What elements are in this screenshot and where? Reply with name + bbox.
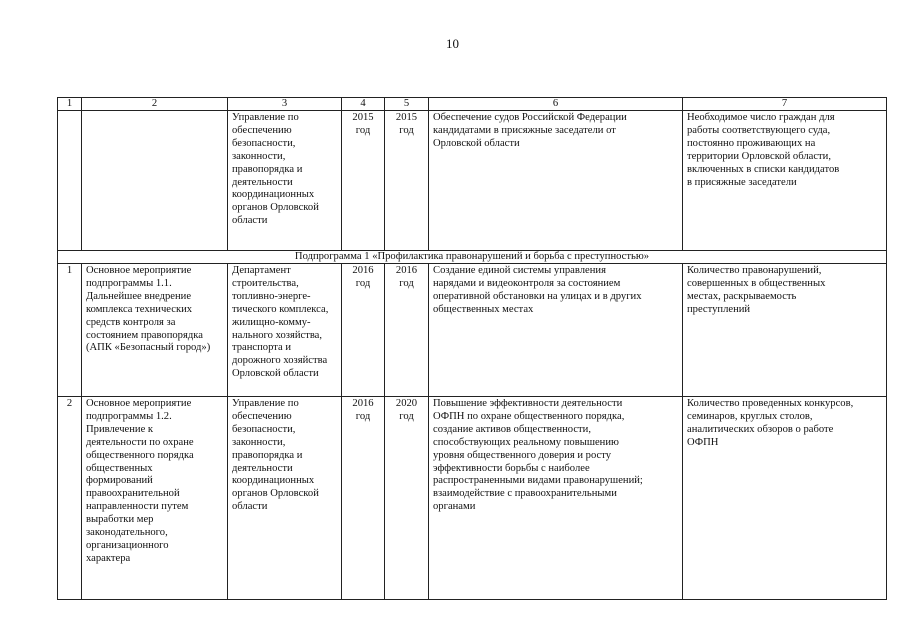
table-row: [58, 264, 887, 397]
activity-name-cell: Основное мероприятие подпрограммы 1.1. Дальнейшее внедрение комплекса технических средств контроля за состоянием правопорядка (АПК «Безопасный город»): [82, 264, 228, 397]
activity-name-cell: Основное мероприятие подпрограммы 1.2. Привлечение к деятельности по охране общественного порядка общественных формирований правоохранительной направленности путем выработки мер законодательного, организационного характера: [82, 397, 228, 600]
activity-name-cell: [82, 111, 228, 251]
page-number: 10: [446, 36, 459, 51]
end-year-cell: 2015 год: [385, 111, 429, 251]
end-year-cell: 2016 год: [385, 264, 429, 397]
indicator-cell: Количество правонарушений, совершенных в общественных местах, раскрываемость преступлений: [683, 264, 887, 397]
column-number-header-row: [58, 98, 887, 111]
expected-result-cell: Повышение эффективности деятельности ОФПН по охране общественного порядка, создание активов общественности, способствующих реальному повышению уровня общественного доверия и росту эффективности борьбы с наиболее распространенными видами правонарушений; взаимодействие с правоохранительными органами: [429, 397, 683, 600]
row-number-cell: [58, 111, 82, 251]
column-header: 3: [228, 98, 342, 111]
expected-result-cell: Создание единой системы управления нарядами и видеоконтроля за состоянием оперативной обстановки на улицах и в других общественных местах: [429, 264, 683, 397]
column-header: 5: [385, 98, 429, 111]
column-header: 4: [342, 98, 385, 111]
indicator-cell: Необходимое число граждан для работы соответствующего суда, постоянно проживающих на территории Орловской области, включенных в списки кандидатов в присяжные заседатели: [683, 111, 887, 251]
end-year-cell: 2020 год: [385, 397, 429, 600]
column-header: 1: [58, 98, 82, 111]
executor-cell: Управление по обеспечению безопасности, законности, правопорядка и деятельности координационных органов Орловской области: [228, 397, 342, 600]
subprogram-header-row: [58, 251, 887, 264]
expected-result-cell: Обеспечение судов Российской Федерации кандидатами в присяжные заседатели от Орловской области: [429, 111, 683, 251]
start-year-cell: 2016 год: [342, 397, 385, 600]
executor-cell: Управление по обеспечению безопасности, законности, правопорядка и деятельности координационных органов Орловской области: [228, 111, 342, 251]
subprogram-title: Подпрограмма 1 «Профилактика правонарушений и борьба с преступностью»: [58, 251, 887, 264]
table-row: [58, 397, 887, 600]
row-number-cell: 2: [58, 397, 82, 600]
start-year-cell: 2016 год: [342, 264, 385, 397]
start-year-cell: 2015 год: [342, 111, 385, 251]
indicator-cell: Количество проведенных конкурсов, семинаров, круглых столов, аналитических обзоров о работе ОФПН: [683, 397, 887, 600]
executor-cell: Департамент строительства, топливно-энерге- тического комплекса, жилищно-комму- нального хозяйства, транспорта и дорожного хозяйства Орловской области: [228, 264, 342, 397]
program-activities-table: [57, 97, 887, 600]
column-header: 2: [82, 98, 228, 111]
row-number-cell: 1: [58, 264, 82, 397]
column-header: 6: [429, 98, 683, 111]
table-row: [58, 111, 887, 251]
column-header: 7: [683, 98, 887, 111]
